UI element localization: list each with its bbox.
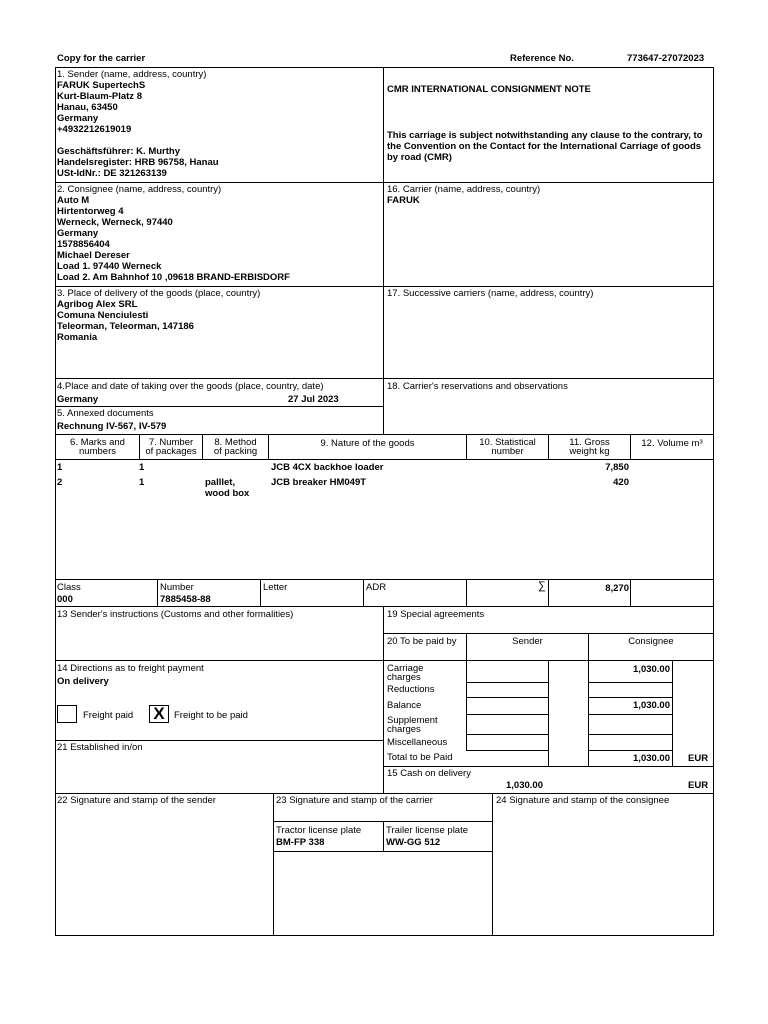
method-header: 8. Method of packing <box>213 437 258 457</box>
sender-signature-label: 22 Signature and stamp of the sender <box>57 795 216 806</box>
trailer-plate-value: WW-GG 512 <box>386 837 441 848</box>
marks-cell: 2 <box>57 477 63 488</box>
freight-to-be-paid-label: Freight to be paid <box>174 710 248 721</box>
consignee-line: Germany <box>57 228 99 239</box>
delivery-line: Comuna Nenciulesti <box>57 310 149 321</box>
letter-label: Letter <box>263 582 288 593</box>
freight-paid-label: Freight paid <box>83 710 134 721</box>
reservations-label: 18. Carrier's reservations and observations <box>387 381 568 392</box>
takeover-date: 27 Jul 2023 <box>288 394 339 405</box>
carriage-charges-value: 1,030.00 <box>633 664 670 675</box>
consignee-line: Auto M <box>57 195 90 206</box>
cmr-notice: This carriage is subject notwithstanding any clause to the contrary, to the Convention on the Contact for the International Carriage of goods by road (CMR) <box>387 130 703 163</box>
gross-weight-cell: 7,850 <box>605 462 629 473</box>
packages-cell: 1 <box>139 462 145 473</box>
consignee-line: Load 1. 97440 Werneck <box>57 261 162 272</box>
annexed-documents: Rechnung IV-567, IV-579 <box>57 421 167 432</box>
total-weight: 8,270 <box>605 583 629 594</box>
successive-carriers-label: 17. Successive carriers (name, address, country) <box>387 288 594 299</box>
nature-header: 9. Nature of the goods <box>320 438 415 449</box>
marks-cell: 1 <box>57 462 63 473</box>
sender-line: Hanau, 63450 <box>57 102 118 113</box>
marks-header: 6. Marks and numbers <box>70 437 125 457</box>
sender-line: Handelsregister: HRB 96758, Hanau <box>57 157 219 168</box>
total-to-pay-value: 1,030.00 <box>633 753 670 764</box>
consignee-line: Werneck, Werneck, 97440 <box>57 217 173 228</box>
number-value: 7885458-88 <box>160 594 211 605</box>
consignee-line: 1578856404 <box>57 239 110 250</box>
paid-by-label: 20 To be paid by <box>387 636 457 647</box>
consignee-line: Michael Dereser <box>57 250 130 261</box>
statistical-header: 10. Statistical number <box>479 437 536 457</box>
class-label: Class <box>57 582 81 593</box>
gross-weight-cell: 420 <box>613 477 629 488</box>
packages-header: 7. Number of packages <box>145 437 197 457</box>
tractor-plate-value: BM-FP 338 <box>276 837 325 848</box>
delivery-line: Teleorman, Teleorman, 147186 <box>57 321 194 332</box>
cmr-title: CMR INTERNATIONAL CONSIGNMENT NOTE <box>387 84 591 95</box>
nature-cell: JCB 4CX backhoe loader <box>271 462 384 473</box>
packages-cell: 1 <box>139 477 145 488</box>
balance-value: 1,030.00 <box>633 700 670 711</box>
sender-line: FARUK SupertechS <box>57 80 146 91</box>
supplement-charges-label: Supplement charges <box>387 715 438 735</box>
nature-cell: JCB breaker HM049T <box>271 477 367 488</box>
freight-directions-label: 14 Directions as to freight payment <box>57 663 204 674</box>
carrier-name: FARUK <box>387 195 420 206</box>
reference-number: 773647-27072023 <box>627 53 705 64</box>
consignee-line: Hirtentorweg 4 <box>57 206 124 217</box>
reference-label: Reference No. <box>510 53 574 64</box>
sender-line: USt-IdNr.: DE 321263139 <box>57 168 167 179</box>
cash-on-delivery-currency: EUR <box>688 780 709 791</box>
volume-header: 12. Volume m³ <box>641 438 703 449</box>
delivery-line: Agribog Alex SRL <box>57 299 138 310</box>
reductions-label: Reductions <box>387 684 435 695</box>
sender-line: Germany <box>57 113 99 124</box>
freight-paid-checkbox[interactable] <box>57 705 77 723</box>
consignee-line: Load 2. Am Bahnhof 10 ,09618 BRAND-ERBISDORF <box>57 272 290 283</box>
annexed-label: 5. Annexed documents <box>57 408 154 419</box>
total-currency: EUR <box>688 753 709 764</box>
delivery-line: Romania <box>57 332 98 343</box>
tractor-plate-label: Tractor license plate <box>276 825 362 836</box>
adr-label: ADR <box>366 582 387 593</box>
freight-directions-value: On delivery <box>57 676 109 687</box>
delivery-label: 3. Place of delivery of the goods (place, country) <box>57 288 261 299</box>
sender-label: 1. Sender (name, address, country) <box>57 69 207 80</box>
cash-on-delivery-value: 1,030.00 <box>506 780 543 791</box>
class-value: 000 <box>57 594 73 605</box>
paid-by-sender-header: Sender <box>512 636 543 647</box>
freight-to-be-paid-checkbox[interactable]: X <box>149 705 169 723</box>
consignee-label: 2. Consignee (name, address, country) <box>57 184 222 195</box>
carriage-charges-label: Carriage charges <box>387 663 424 683</box>
sender-line: +4932212619019 <box>57 124 132 135</box>
sender-instructions-label: 13 Sender's instructions (Customs and other formalities) <box>57 609 294 620</box>
carrier-label: 16. Carrier (name, address, country) <box>387 184 541 195</box>
consignee-signature-label: 24 Signature and stamp of the consignee <box>496 795 670 806</box>
takeover-place: Germany <box>57 394 99 405</box>
established-label: 21 Established in/on <box>57 742 143 753</box>
gross-weight-header: 11. Gross weight kg <box>569 437 610 457</box>
number-label: Number <box>160 582 194 593</box>
miscellaneous-label: Miscellaneous <box>387 737 448 748</box>
total-to-pay-label: Total to be Paid <box>387 752 453 763</box>
sum-icon: ∑ <box>538 580 546 592</box>
carrier-signature-label: 23 Signature and stamp of the carrier <box>276 795 433 806</box>
method-cell: wood box <box>205 488 250 499</box>
method-cell: palllet, <box>205 477 236 488</box>
trailer-plate-label: Trailer license plate <box>386 825 469 836</box>
paid-by-consignee-header: Consignee <box>628 636 674 647</box>
special-agreements-label: 19 Special agreements <box>387 609 485 620</box>
cash-on-delivery-label: 15 Cash on delivery <box>387 768 471 779</box>
sender-line: Geschäftsführer: K. Murthy <box>57 146 180 157</box>
takeover-label: 4.Place and date of taking over the goods (place, country, date) <box>57 381 324 392</box>
copy-label: Copy for the carrier <box>57 53 146 64</box>
balance-label: Balance <box>387 700 422 711</box>
sender-line: Kurt-Blaum-Platz 8 <box>57 91 142 102</box>
